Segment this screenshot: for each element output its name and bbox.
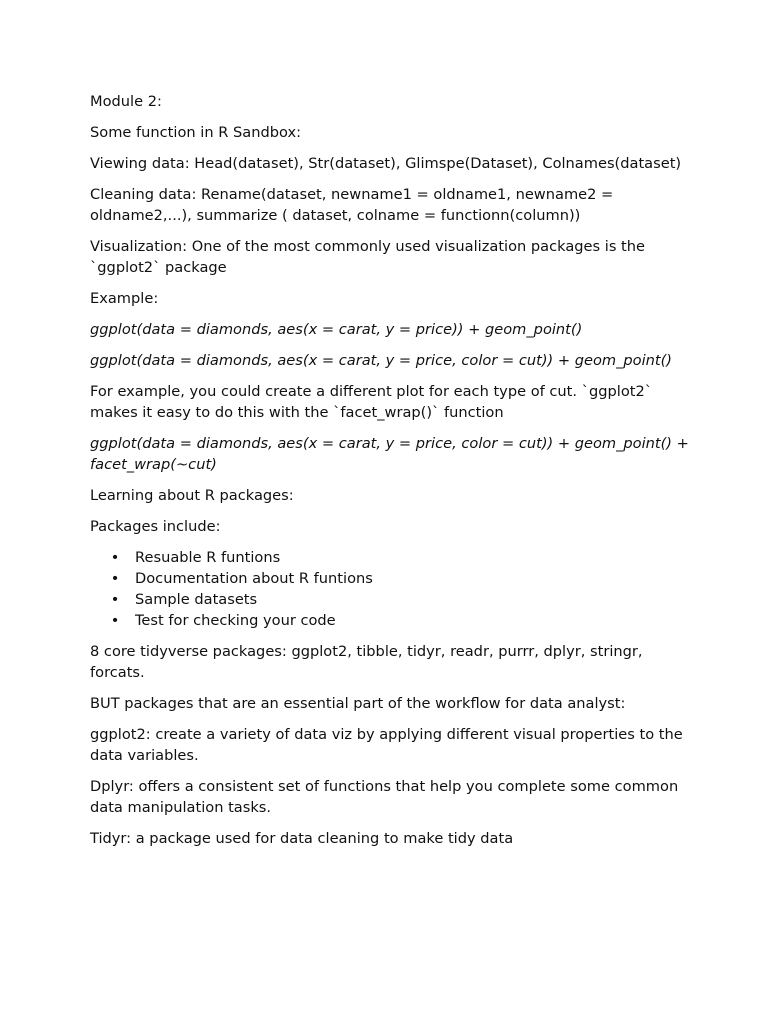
document-page <box>90 91 690 859</box>
list-item <box>90 610 690 631</box>
list-item-text: Documentation about R funtions <box>135 570 373 587</box>
bullet-icon: • <box>110 591 120 608</box>
code-example-2: ggplot(data = diamonds, aes(x = carat, y = price, color = cut)) + geom_point() <box>90 352 672 369</box>
list-item <box>90 589 690 610</box>
functions-intro-paragraph: Some function in R Sandbox: <box>90 124 302 141</box>
packages-include-paragraph: Packages include: <box>90 518 221 535</box>
list-item <box>90 568 690 589</box>
code-example-1: ggplot(data = diamonds, aes(x = carat, y = price)) + geom_point() <box>90 321 583 338</box>
ggplot2-description-paragraph: ggplot2: create a variety of data viz by applying different visual properties to the data variables. <box>90 726 683 764</box>
bullet-icon: • <box>110 549 120 566</box>
bullet-icon: • <box>110 612 120 629</box>
core-tidyverse-paragraph: 8 core tidyverse packages: ggplot2, tibble, tidyr, readr, purrr, dplyr, stringr, forcats. <box>90 643 643 681</box>
list-item-text: Sample datasets <box>135 591 258 608</box>
list-item-text: Resuable R funtions <box>135 549 281 566</box>
module-heading: Module 2: <box>90 93 162 110</box>
viewing-data-paragraph: Viewing data: Head(dataset), Str(dataset), Glimspe(Dataset), Colnames(dataset) <box>90 155 682 172</box>
code-example-3: ggplot(data = diamonds, aes(x = carat, y = price, color = cut)) + geom_point() + facet_wrap(~cut) <box>90 435 689 473</box>
cleaning-data-paragraph: Cleaning data: Rename(dataset, newname1 = oldname1, newname2 = oldname2,...), summarize ( dataset, colname = functionn(column)) <box>90 186 614 224</box>
visualization-paragraph: Visualization: One of the most commonly used visualization packages is the `ggplot2` package <box>90 238 646 276</box>
tidyr-description-paragraph: Tidyr: a package used for data cleaning to make tidy data <box>90 830 514 847</box>
packages-bullet-list <box>90 547 690 631</box>
essential-packages-paragraph: BUT packages that are an essential part of the workflow for data analyst: <box>90 695 626 712</box>
facet-wrap-paragraph: For example, you could create a different plot for each type of cut. `ggplot2` makes it easy to do this with the `facet_wrap()` function <box>90 383 653 421</box>
bullet-icon: • <box>110 570 120 587</box>
dplyr-description-paragraph: Dplyr: offers a consistent set of functions that help you complete some common data manipulation tasks. <box>90 778 679 816</box>
list-item <box>90 547 690 568</box>
list-item-text: Test for checking your code <box>135 612 336 629</box>
example-label: Example: <box>90 290 159 307</box>
learning-packages-paragraph: Learning about R packages: <box>90 487 294 504</box>
